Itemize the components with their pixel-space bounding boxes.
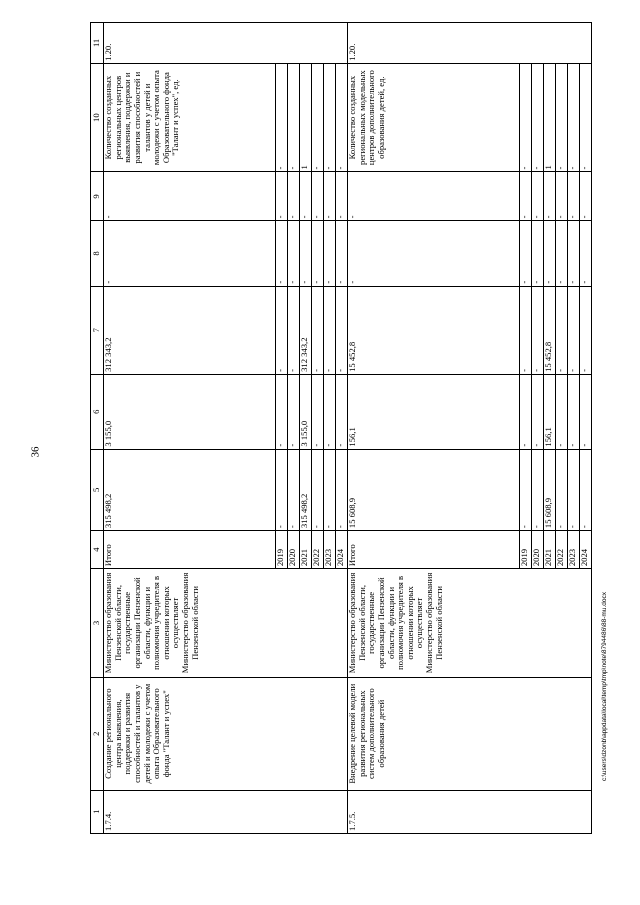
item-number-cell: 1.7.5. (348, 790, 592, 833)
header-cell: 2 (91, 677, 104, 790)
value-cell: - (580, 172, 592, 221)
value-cell: 3 155,0 (300, 374, 312, 449)
value-cell: - (300, 172, 312, 221)
value-cell: - (544, 172, 556, 221)
indicator-value-cell: - (580, 63, 592, 172)
value-cell: - (276, 374, 288, 449)
year-cell: 2019 (520, 531, 532, 569)
value-cell: - (532, 172, 544, 221)
value-cell: - (532, 221, 544, 286)
indicator-value-cell: - (312, 63, 324, 172)
value-cell: 3 155,0 (104, 374, 276, 449)
value-cell: - (336, 172, 348, 221)
item-name-cell: Внедрение целевой модели развития региональных систем дополнительного образования детей (348, 677, 592, 790)
indicator-value-cell: - (532, 63, 544, 172)
reference-cell: 1.20. (104, 23, 348, 64)
indicator-value-cell: - (336, 63, 348, 172)
value-cell: - (348, 221, 520, 286)
indicator-cell: Количество созданных региональных центров выявления, поддержки и развития способностей и талантов у детей и молодежи с учетом опыта Образовательного фонда "Талант и успех", ед. (104, 63, 276, 172)
value-cell: - (532, 374, 544, 449)
value-cell: - (312, 449, 324, 531)
value-cell: - (324, 374, 336, 449)
value-cell: - (288, 172, 300, 221)
indicator-value-cell: - (556, 63, 568, 172)
value-cell: - (336, 221, 348, 286)
year-cell: 2022 (556, 531, 568, 569)
value-cell: 15 608,9 (348, 449, 520, 531)
value-cell: - (532, 449, 544, 531)
indicator-value-cell: - (568, 63, 580, 172)
value-cell: - (520, 172, 532, 221)
year-cell: 2021 (300, 531, 312, 569)
header-cell: 10 (91, 63, 104, 172)
page-number: 36 (29, 446, 42, 458)
value-cell: - (556, 286, 568, 374)
indicator-value-cell: 1 (300, 63, 312, 172)
year-cell: 2024 (580, 531, 592, 569)
indicator-value-cell: - (288, 63, 300, 172)
year-cell: Итого (104, 531, 276, 569)
value-cell: - (312, 374, 324, 449)
value-cell: 15 452,8 (348, 286, 520, 374)
value-cell: - (580, 286, 592, 374)
header-cell: 8 (91, 221, 104, 286)
value-cell: - (336, 374, 348, 449)
indicator-value-cell: - (520, 63, 532, 172)
value-cell: - (520, 286, 532, 374)
value-cell: 156,1 (544, 374, 556, 449)
item-number-cell: 1.7.4. (104, 790, 348, 833)
value-cell: - (580, 221, 592, 286)
value-cell: - (556, 374, 568, 449)
value-cell: - (276, 221, 288, 286)
value-cell: - (336, 449, 348, 531)
table-body (104, 23, 592, 834)
value-cell: - (288, 449, 300, 531)
value-cell: - (556, 449, 568, 531)
value-cell: - (568, 221, 580, 286)
value-cell: - (348, 172, 520, 221)
value-cell: 312 343,2 (300, 286, 312, 374)
value-cell: - (324, 286, 336, 374)
value-cell: 156,1 (348, 374, 520, 449)
value-cell: - (104, 172, 276, 221)
value-cell: - (288, 221, 300, 286)
executor-cell: Министерство образования Пензенской области, государственные организации Пензенской области, функции и полномочия учредителя в отношении которых осуществляет Министерство образования Пензенской области (348, 569, 592, 678)
table-row (104, 23, 276, 834)
value-cell: - (568, 172, 580, 221)
value-cell: - (312, 172, 324, 221)
year-cell: 2023 (324, 531, 336, 569)
value-cell: - (568, 449, 580, 531)
year-cell: 2019 (276, 531, 288, 569)
header-cell: 6 (91, 374, 104, 449)
header-cell: 1 (91, 790, 104, 833)
value-cell: - (544, 221, 556, 286)
item-name-cell: Создание регионального центра выявления, поддержки и развития способностей и талантов у детей и молодежи с учетом опыта Образовательного фонда "Талант и успех" (104, 677, 348, 790)
value-cell: 15 452,8 (544, 286, 556, 374)
program-table (90, 22, 592, 834)
header-row (91, 23, 104, 834)
value-cell: - (324, 221, 336, 286)
table-row (348, 23, 520, 834)
value-cell: - (324, 172, 336, 221)
value-cell: - (520, 449, 532, 531)
header-cell: 5 (91, 449, 104, 531)
value-cell: - (568, 374, 580, 449)
value-cell: - (312, 286, 324, 374)
year-cell: 2020 (532, 531, 544, 569)
value-cell: 315 498,2 (300, 449, 312, 531)
value-cell: - (580, 449, 592, 531)
rotated-table-container (90, 22, 589, 834)
reference-cell: 1.20. (348, 23, 592, 64)
indicator-value-cell: 1 (544, 63, 556, 172)
value-cell: - (276, 449, 288, 531)
value-cell: 312 343,2 (104, 286, 276, 374)
value-cell: 15 608,9 (544, 449, 556, 531)
value-cell: - (324, 449, 336, 531)
value-cell: - (568, 286, 580, 374)
value-cell: - (312, 221, 324, 286)
value-cell: - (336, 286, 348, 374)
value-cell: - (556, 221, 568, 286)
value-cell: - (580, 374, 592, 449)
indicator-value-cell: - (324, 63, 336, 172)
value-cell: - (300, 221, 312, 286)
header-cell: 3 (91, 569, 104, 678)
indicator-value-cell: - (276, 63, 288, 172)
year-cell: 2024 (336, 531, 348, 569)
year-cell: 2023 (568, 531, 580, 569)
year-cell: 2020 (288, 531, 300, 569)
indicator-cell: Количество созданных региональных модельных центров дополнительного образования детей, ед. (348, 63, 520, 172)
value-cell: - (532, 286, 544, 374)
year-cell: 2022 (312, 531, 324, 569)
value-cell: - (556, 172, 568, 221)
year-cell: Итого (348, 531, 520, 569)
value-cell: - (520, 374, 532, 449)
year-cell: 2021 (544, 531, 556, 569)
executor-cell: Министерство образования Пензенской области, государственные организации Пензенской области, функции и полномочия учредителя в отношении которых осуществляет Министерство образования Пензенской области (104, 569, 348, 678)
value-cell: - (104, 221, 276, 286)
value-cell: - (288, 286, 300, 374)
value-cell: - (276, 286, 288, 374)
header-cell: 9 (91, 172, 104, 221)
value-cell: 315 498,2 (104, 449, 276, 531)
header-cell: 11 (91, 23, 104, 64)
footer-file-path: c:\users\dzonb\appdata\local\temp\tmp\note\8794486\88-mu.docx (601, 592, 608, 781)
header-cell: 4 (91, 531, 104, 569)
header-cell: 7 (91, 286, 104, 374)
value-cell: - (288, 374, 300, 449)
value-cell: - (276, 172, 288, 221)
value-cell: - (520, 221, 532, 286)
